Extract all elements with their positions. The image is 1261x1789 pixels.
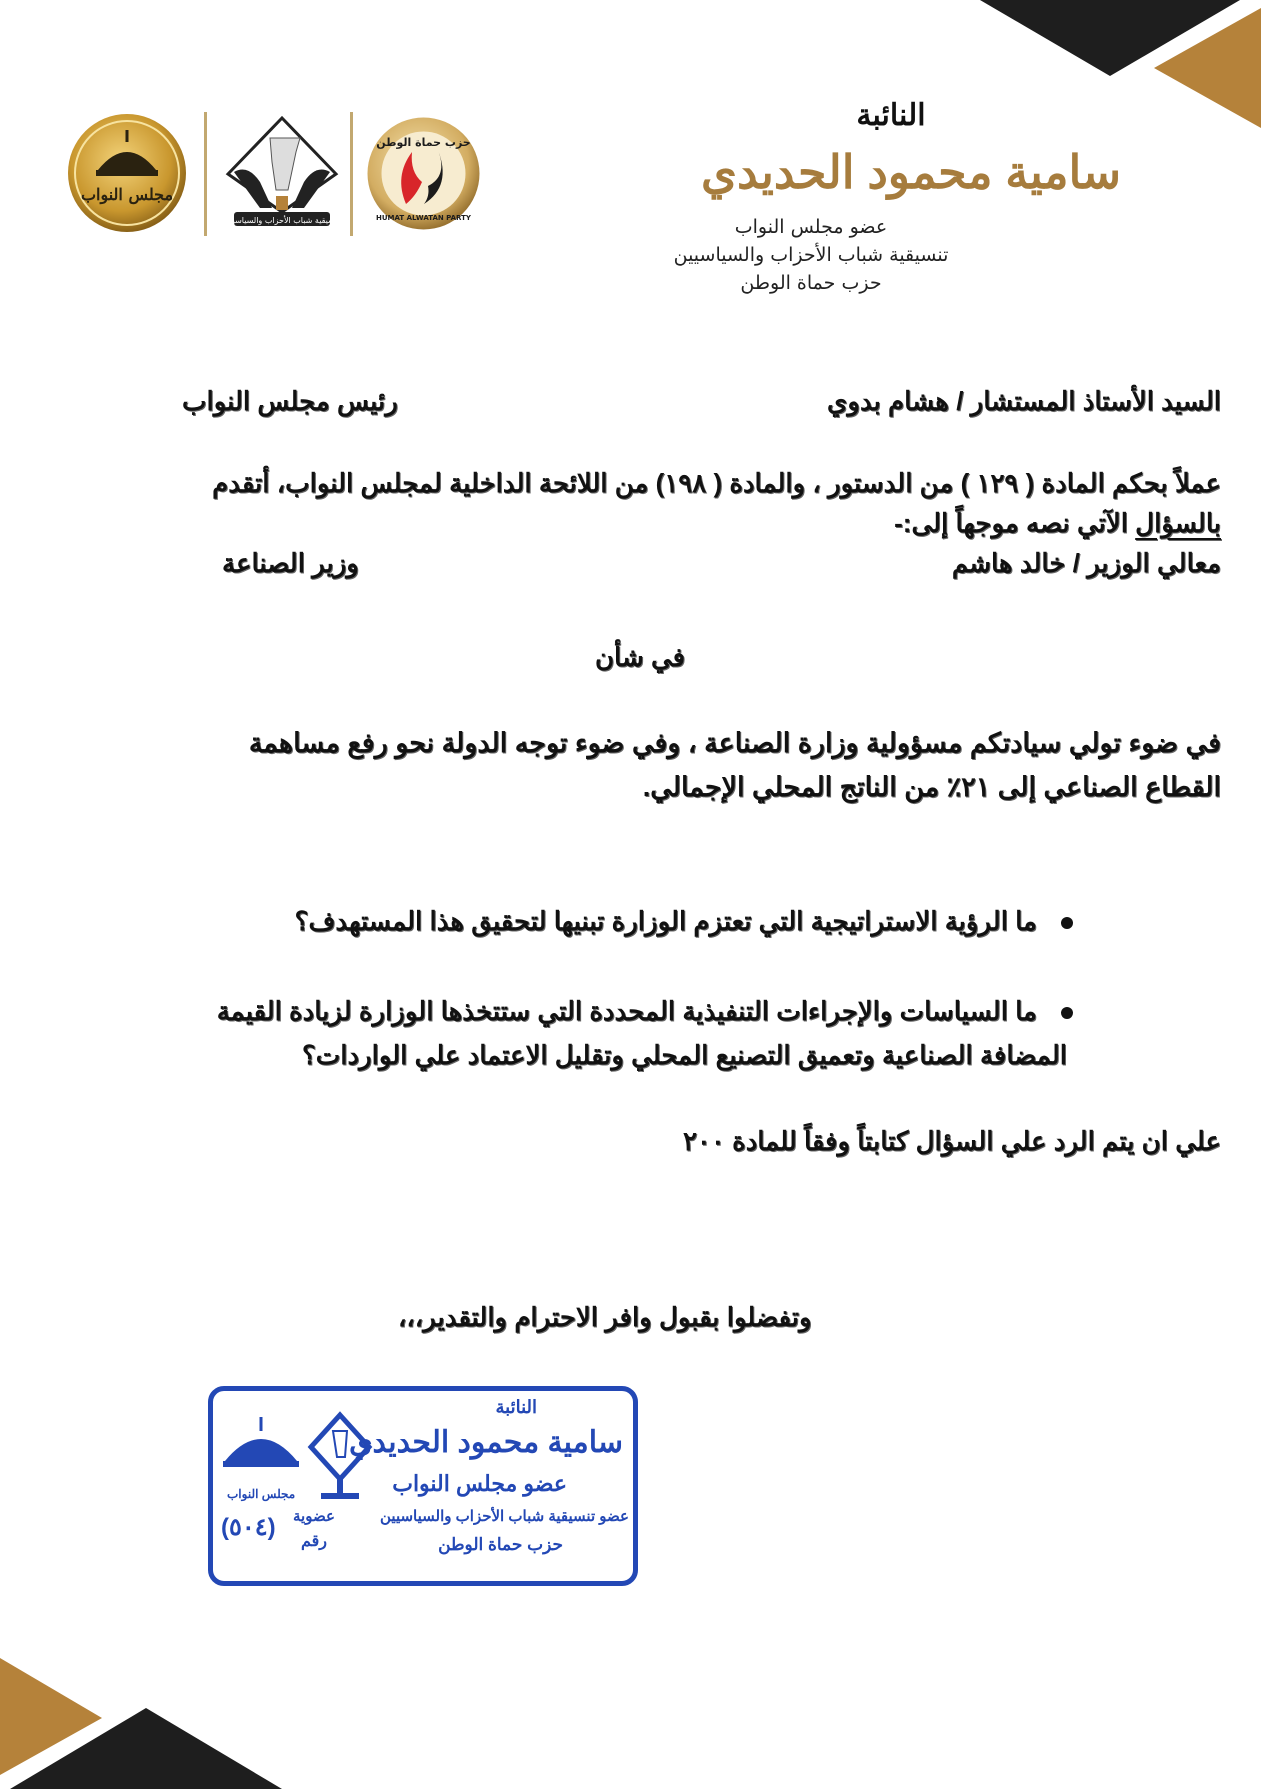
intro-line-2: [894, 508, 1221, 539]
header-subtitle-3: حزب حماة الوطن: [740, 272, 882, 294]
question-2-line-2: المضافة الصناعية وتعميق التصنيع المحلي وتقليل الاعتماد علي الواردات؟: [301, 1040, 1067, 1070]
stamp-line-3: حزب حماة الوطن: [438, 1535, 563, 1554]
header-subtitle-2: تنسيقية شباب الأحزاب والسياسيين: [673, 244, 949, 266]
logo-separator: [350, 112, 353, 236]
addressee-position: رئيس مجلس النواب: [182, 386, 398, 416]
party-logo-arabic-text: حزب حماة الوطن: [376, 136, 471, 149]
stamp-name: سامية محمود الحديدي: [349, 1426, 623, 1459]
intro-line-2-rest: الآتي نصه موجهاً إلى:-: [894, 508, 1136, 538]
stamp-parliament-dome-icon: [221, 1413, 301, 1485]
coordination-logo-text: تنسيقية شباب الأحزاب والسياسيين: [224, 216, 340, 225]
parliament-logo: [66, 112, 188, 234]
stamp-logo-text: مجلس النواب: [227, 1487, 296, 1501]
stamp-line-2: عضو تنسيقية شباب الأحزاب والسياسيين: [380, 1508, 629, 1525]
question-1-text: ما الرؤية الاستراتيجية التي تعتزم الوزارة تبنيها لتحقيق هذا المستهدف؟: [294, 906, 1037, 936]
stamp-line-1: عضو مجلس النواب: [392, 1471, 567, 1496]
header-title: النائبة: [856, 99, 926, 132]
intro-line-1: عملاً بحكم المادة ( ١٢٩ ) من الدستور ، والمادة ( ١٩٨) من اللائحة الداخلية لمجلس النواب، أتقدم: [212, 468, 1221, 498]
stamp-title: النائبة: [495, 1397, 537, 1417]
bullet-icon: [1061, 917, 1073, 929]
header-name: سامية محمود الحديدي: [700, 146, 1122, 198]
bullet-icon: [1061, 1007, 1073, 1019]
bottom-left-corner-decoration: [0, 1640, 320, 1789]
question-2-line-1: [217, 996, 1073, 1027]
subject-line-1: في ضوء تولي سيادتكم مسؤولية وزارة الصناعة ، وفي ضوء توجه الدولة نحو رفع مساهمة: [248, 728, 1221, 758]
intro-underlined-word: بالسؤال: [1135, 508, 1221, 538]
logo-separator: [204, 112, 207, 236]
addressee-name: السيد الأستاذ المستشار / هشام بدوي: [827, 386, 1221, 416]
hands-map-icon: [220, 112, 345, 237]
parliament-dome-icon: [66, 112, 188, 234]
coordination-logo: [220, 112, 345, 237]
stamp-number-label: رقم: [301, 1533, 328, 1550]
party-logo-english-text: HUMAT ALWATAN PARTY: [376, 214, 471, 222]
flame-bird-icon: [366, 116, 481, 231]
stamp-membership-label: عضوية: [293, 1508, 335, 1525]
closing-line: وتفضلوا بقبول وافر الاحترام والتقدير،،،: [398, 1302, 812, 1332]
minister-name: معالي الوزير / خالد هاشم: [951, 548, 1221, 578]
question-1: [295, 906, 1073, 937]
subject-line-2: القطاع الصناعي إلى ٢١٪ من الناتج المحلي الإجمالي.: [642, 772, 1221, 802]
party-logo: [366, 116, 481, 231]
response-note: علي ان يتم الرد علي السؤال كتابتاً وفقاً للمادة ٢٠٠: [682, 1126, 1221, 1156]
question-2-text-1: ما السياسات والإجراءات التنفيذية المحددة التي ستتخذها الوزارة لزيادة القيمة: [216, 996, 1037, 1026]
stamp-membership-number: (٥٠٤): [221, 1514, 276, 1541]
parliament-logo-text: مجلس النواب: [80, 185, 174, 204]
minister-position: وزير الصناعة: [222, 548, 359, 578]
official-stamp: [208, 1386, 638, 1586]
subject-heading: في شأن: [594, 642, 686, 672]
header-subtitle-1: عضو مجلس النواب: [734, 216, 888, 238]
